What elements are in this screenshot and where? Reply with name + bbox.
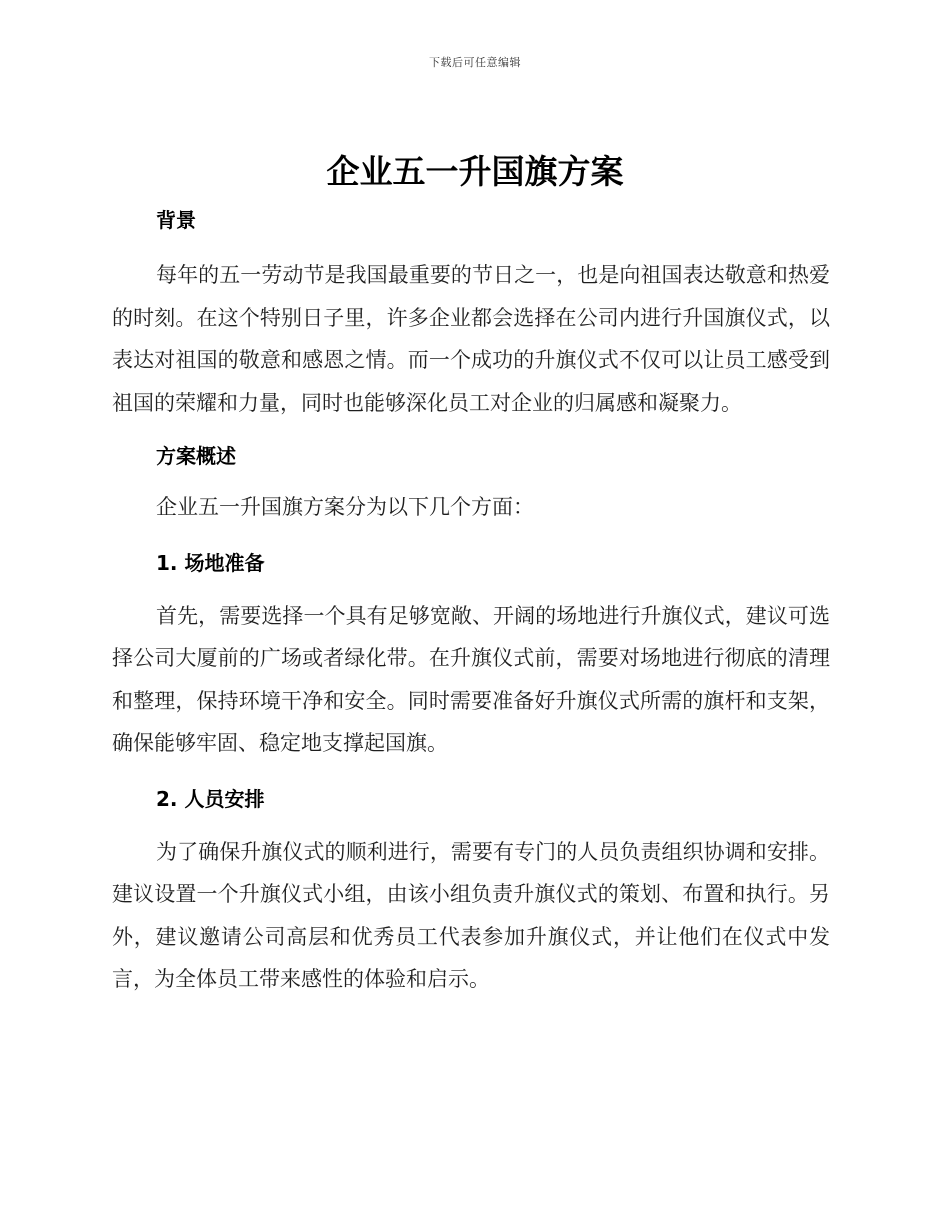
- document-title: 企业五一升国旗方案: [326, 152, 624, 191]
- paragraph-overview: 企业五一升国旗方案分为以下几个方面：: [156, 495, 534, 519]
- paragraph-background: 每年的五一劳动节是我国最重要的节日之一，也是向祖国表达敬意和热爱的时刻。在这个特别日子里，许多企业都会选择在公司内进行升国旗仪式，以表达对祖国的敬意和感恩之情。而一个成功的升旗仪式不仅可以让员工感受到祖国的荣耀和力量，同时也能够深化员工对企业的归属感和凝聚力。: [112, 263, 830, 415]
- section-heading-staff: 2. 人员安排: [156, 786, 265, 811]
- section-heading-overview: 方案概述: [156, 444, 236, 468]
- paragraph-venue: 首先，需要选择一个具有足够宽敞、开阔的场地进行升旗仪式，建议可选择公司大厦前的广场或者绿化带。在升旗仪式前，需要对场地进行彻底的清理和整理，保持环境干净和安全。同时需要准备好升旗仪式所需的旗杆和支架，确保能够牢固、稳定地支撑起国旗。: [112, 603, 830, 755]
- section-heading-venue: 1. 场地准备: [156, 550, 265, 575]
- paragraph-staff: 为了确保升旗仪式的顺利进行，需要有专门的人员负责组织协调和安排。建议设置一个升旗仪式小组，由该小组负责升旗仪式的策划、布置和执行。另外，建议邀请公司高层和优秀员工代表参加升旗仪式，并让他们在仪式中发言，为全体员工带来感性的体验和启示。: [112, 839, 830, 991]
- page-header-note: 下载后可任意编辑: [429, 56, 521, 69]
- section-heading-background: 背景: [156, 208, 196, 232]
- document-body: [112, 200, 830, 1001]
